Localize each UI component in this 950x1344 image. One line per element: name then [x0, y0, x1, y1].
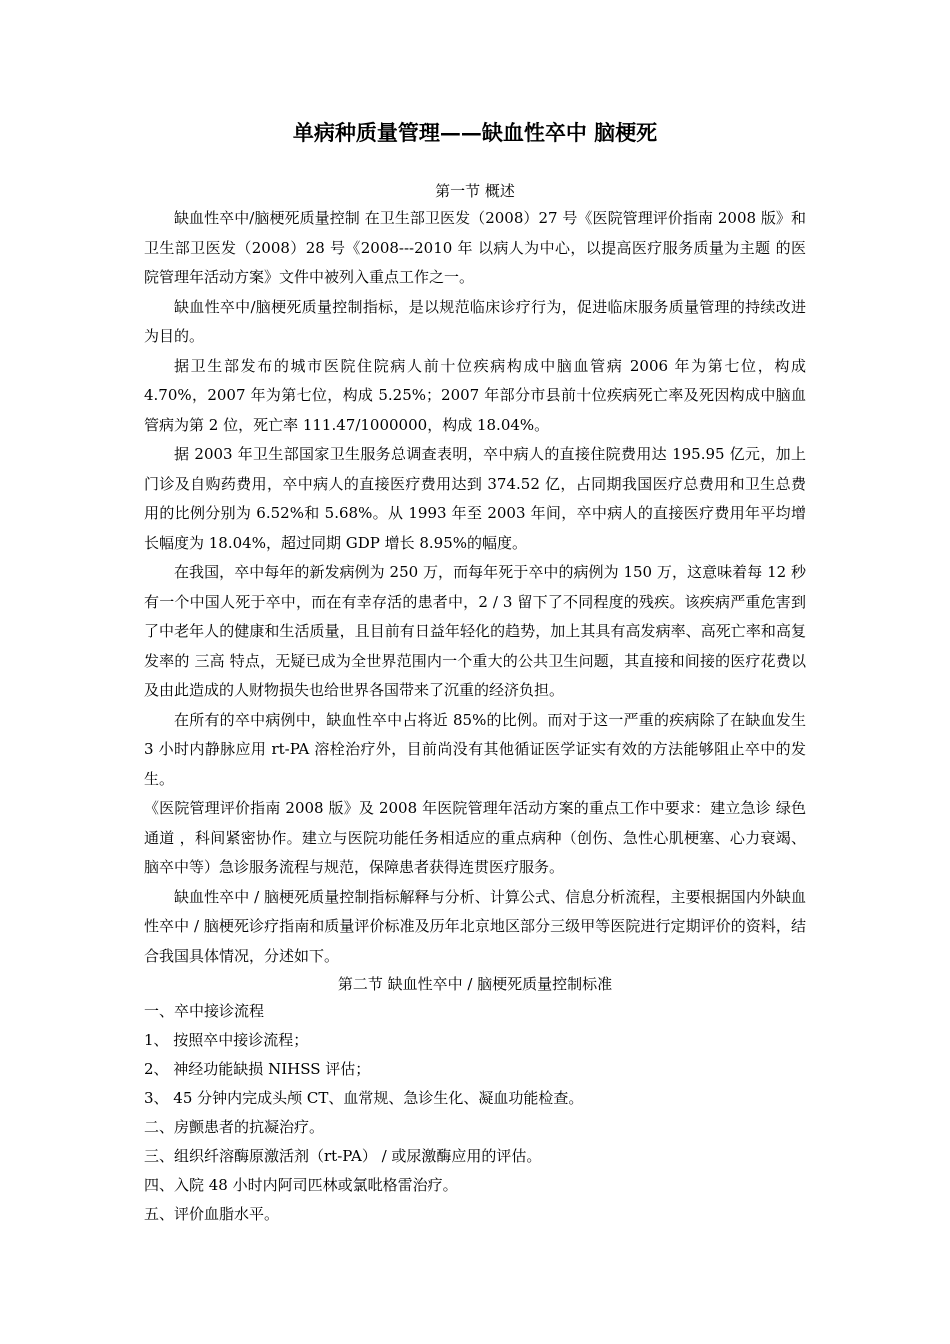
paragraph-6: 在所有的卒中病例中，缺血性卒中占将近 85%的比例。而对于这一严重的疾病除了在缺血发生 3 小时内静脉应用 rt-PA 溶栓治疗外，目前尚没有其他循证医学证实有效的方法能够阻止卒中的发生。 [144, 710, 806, 788]
paragraph-8: 缺血性卒中 / 脑梗死质量控制指标解释与分析、计算公式、信息分析流程，主要根据国内外缺血性卒中 / 脑梗死诊疗指南和质量评价标准及历年北京地区部分三级甲等医院进行定期评价的资料，结合我国具体情况，分述如下。 [144, 887, 806, 965]
list-item: 1、 按照卒中接诊流程； [144, 1031, 309, 1049]
list-item: 2、 神经功能缺损 NIHSS 评估； [144, 1060, 371, 1078]
paragraph-3: 据卫生部发布的城市医院住院病人前十位疾病构成中脑血管病 2006 年为第七位，构成 4.70%，2007 年为第七位，构成 5.25%；2007 年部分市县前十位疾病死亡率及死因构成中脑血管病为第 2 位，死亡率 111.47/1000000，构成 18.04%。 [144, 356, 806, 434]
paragraph-2: 缺血性卒中/脑梗死质量控制指标，是以规范临床诊疗行为，促进临床服务质量管理的持续改进为目的。 [144, 297, 806, 345]
section-2-heading: 第二节 缺血性卒中 / 脑梗死质量控制标准 [337, 975, 613, 993]
list-item: 二、房颤患者的抗凝治疗。 [144, 1118, 325, 1136]
list-item: 四、入院 48 小时内阿司匹林或氯吡格雷治疗。 [144, 1176, 458, 1194]
paragraph-7: 《医院管理评价指南 2008 版》及 2008 年医院管理年活动方案的重点工作中要求：建立急诊 绿色通道 ，科间紧密协作。建立与医院功能任务相适应的重点病种（创伤、急性心肌梗塞、心力衰竭、脑卒中等）急诊服务流程与规范，保障患者获得连贯医疗服务。 [144, 799, 806, 876]
list-item: 五、评价血脂水平。 [144, 1205, 280, 1223]
document-title: 单病种质量管理——缺血性卒中 脑梗死 [292, 120, 658, 145]
numbered-sub-list [144, 1026, 806, 1113]
section-1 [144, 178, 806, 971]
list-item: 一、卒中接诊流程 [144, 1002, 265, 1020]
section-2 [144, 971, 806, 1229]
section-1-heading: 第一节 概述 [435, 182, 515, 200]
list-item: 三、组织纤溶酶原激活剂（rt-PA） / 或尿激酶应用的评估。 [144, 1147, 542, 1165]
paragraph-4: 据 2003 年卫生部国家卫生服务总调查表明，卒中病人的直接住院费用达 195.95 亿元，加上门诊及自购药费用，卒中病人的直接医疗费用达到 374.52 亿，占同期我国医疗总费用和卫生总费用的比例分别为 6.52%和 5.68%。从 1993 年至 2003 年间，卒中病人的直接医疗费用年平均增长幅度为 18.04%，超过同期 GDP 增长 8.95%的幅度。 [144, 445, 806, 552]
paragraph-1: 缺血性卒中/脑梗死质量控制 在卫生部卫医发（2008）27 号《医院管理评价指南 2008 版》和卫生部卫医发（2008）28 号《2008---2010 年 以病人为中心，以提高医疗服务质量为主题 的医院管理年活动方案》文件中被列入重点工作之一。 [144, 209, 806, 286]
paragraph-5: 在我国，卒中每年的新发病例为 250 万，而每年死于卒中的病例为 150 万，这意味着每 12 秒有一个中国人死于卒中，而在有幸存活的患者中，2 / 3 留下了不同程度的残疾。该疾病严重危害到了中老年人的健康和生活质量，且目前有日益年轻化的趋势，加上其具有高发病率、高死亡率和高复发率的 三高 特点，无疑已成为全世界范围内一个重大的公共卫生问题，其直接和间接的医疗花费以及由此造成的人财物损失也给世界各国带来了沉重的经济负担。 [144, 563, 806, 699]
list-item: 3、 45 分钟内完成头颅 CT、血常规、急诊生化、凝血功能检查。 [144, 1089, 584, 1107]
